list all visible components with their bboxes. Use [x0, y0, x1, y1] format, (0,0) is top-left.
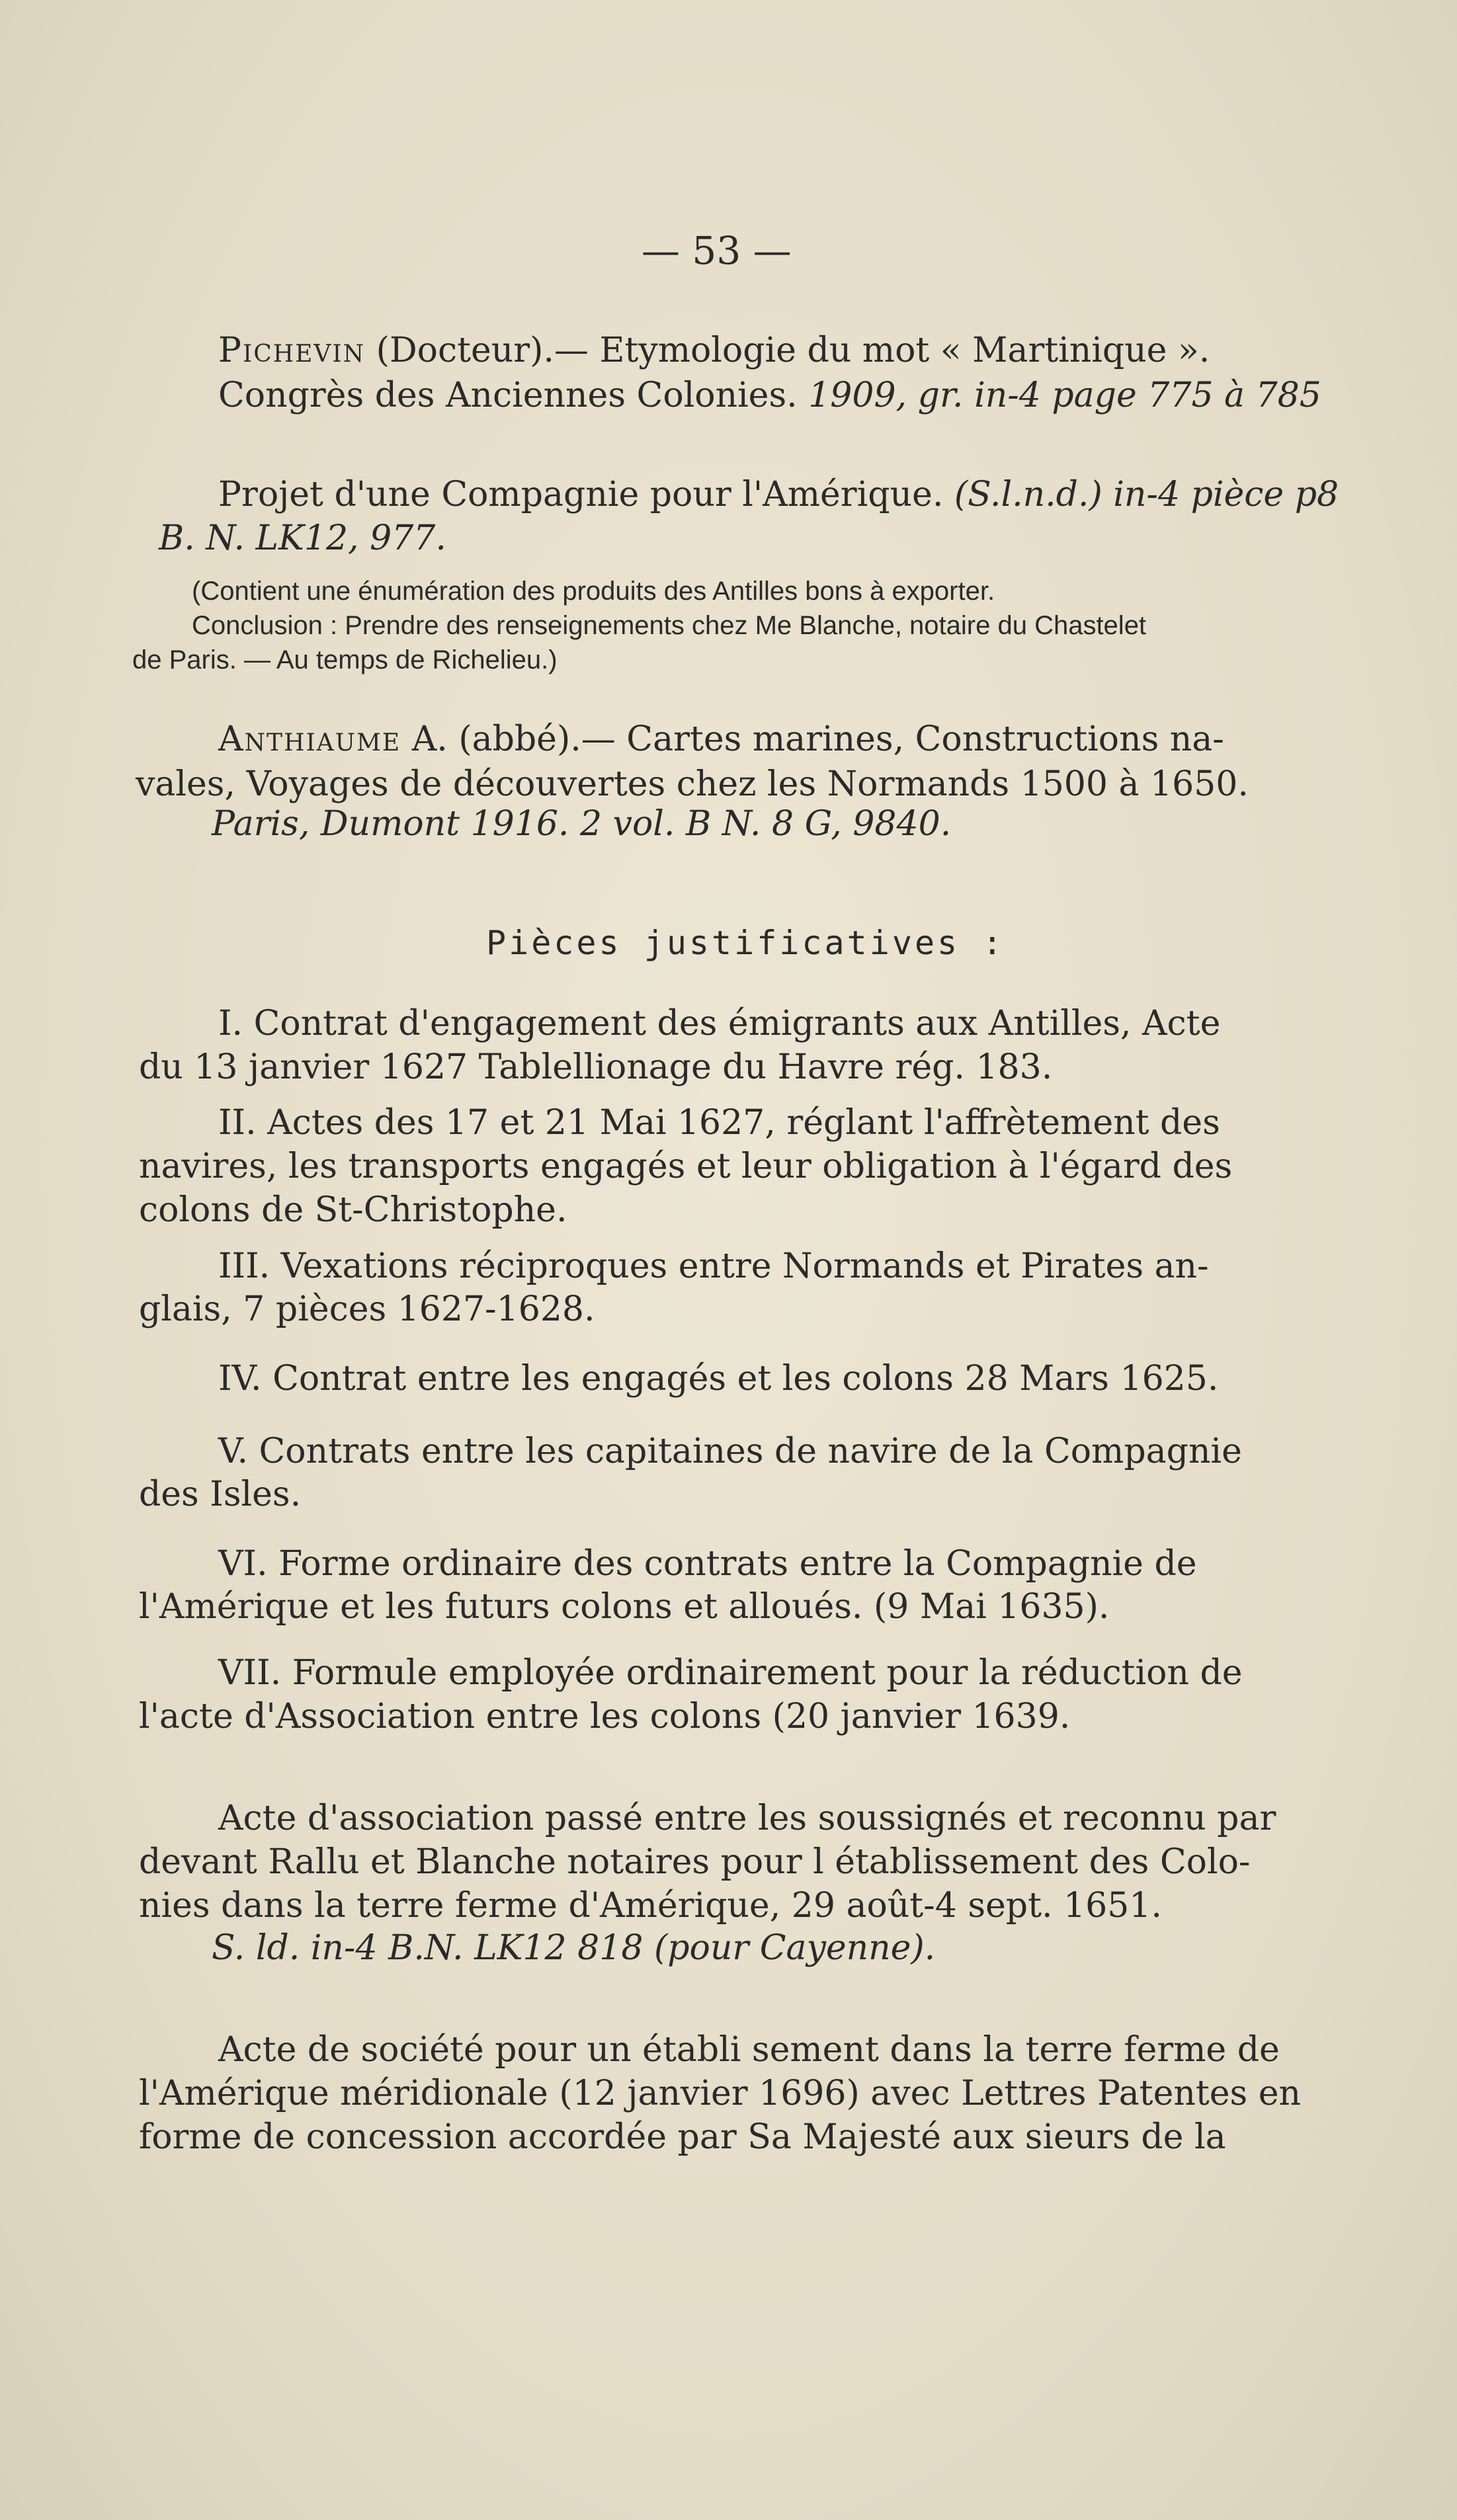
projet-note-line-2: Conclusion : Prendre des renseignements chez Me Blanche, notaire du Chastelet	[192, 611, 1147, 640]
entry-pichevin-line-2	[218, 376, 1321, 415]
projet-note-line-1: (Contient une énumération des produits des Antilles bons à exporter.	[192, 577, 995, 606]
section-heading-pieces: Pièces justificatives :	[486, 924, 1005, 962]
projet-format: (S.l.n.d.) in-4 pièce p8	[954, 475, 1339, 514]
piece-3-line-1: III. Vexations réciproques entre Normands et Pirates an-	[218, 1246, 1209, 1286]
entry-anthiaume-line-1	[218, 719, 1224, 759]
acte-societe-line-3: forme de concession accordée par Sa Majesté aux sieurs de la	[139, 2117, 1226, 2157]
page-number: — 53 —	[642, 228, 792, 273]
author-anthiaume: Anthiaume	[218, 719, 401, 759]
piece-6-line-1: VI. Forme ordinaire des contrats entre la Compagnie de	[218, 1544, 1197, 1584]
author-pichevin: Pichevin	[218, 331, 366, 370]
acte-societe-line-1: Acte de société pour un établi sement dans la terre ferme de	[218, 2030, 1280, 2070]
entry-pichevin-line-1	[218, 331, 1210, 370]
pichevin-citation: 1909, gr. in-4 page 775 à 785	[808, 376, 1321, 415]
piece-5-line-2: des Isles.	[139, 1475, 302, 1514]
piece-3-line-2: glais, 7 pièces 1627-1628.	[139, 1289, 595, 1329]
acte-association-line-3: nies dans la terre ferme d'Amérique, 29 août-4 sept. 1651.	[139, 1886, 1162, 1926]
projet-note-line-3: de Paris. — Au temps de Richelieu.)	[132, 645, 558, 674]
piece-1-line-1: I. Contrat d'engagement des émigrants aux Antilles, Acte	[218, 1004, 1221, 1043]
piece-4-line-1: IV. Contrat entre les engagés et les colons 28 Mars 1625.	[218, 1359, 1219, 1399]
piece-6-line-2: l'Amérique et les futurs colons et alloués. (9 Mai 1635).	[139, 1587, 1110, 1627]
anthiaume-title: A. (abbé).— Cartes marines, Constructions na-	[401, 719, 1224, 759]
pichevin-publisher: Congrès des Anciennes Colonies.	[218, 376, 809, 415]
piece-1-line-2: du 13 janvier 1627 Tablellionage du Havre rég. 183.	[139, 1047, 1053, 1087]
piece-2-line-1: II. Actes des 17 et 21 Mai 1627, réglant l'affrètement des	[218, 1103, 1220, 1143]
projet-title: Projet d'une Compagnie pour l'Amérique.	[218, 475, 954, 514]
piece-7-line-2: l'acte d'Association entre les colons (20 janvier 1639.	[139, 1697, 1071, 1736]
acte-association-line-1: Acte d'association passé entre les soussignés et reconnu par	[218, 1799, 1276, 1838]
piece-2-line-3: colons de St-Christophe.	[139, 1190, 567, 1230]
acte-association-citation: S. ld. in-4 B.N. LK12 818 (pour Cayenne).	[212, 1928, 936, 1968]
entry-projet-line-1	[218, 475, 1339, 514]
pichevin-title: (Docteur).— Etymologie du mot « Martinique ».	[365, 331, 1210, 370]
piece-7-line-1: VII. Formule employée ordinairement pour la réduction de	[218, 1653, 1243, 1693]
entry-anthiaume-line-3: Paris, Dumont 1916. 2 vol. B N. 8 G, 9840.	[212, 804, 952, 844]
entry-anthiaume-line-2: vales, Voyages de découvertes chez les Normands 1500 à 1650.	[136, 764, 1249, 804]
entry-projet-line-2: B. N. LK12, 977.	[159, 518, 446, 558]
acte-societe-line-2: l'Amérique méridionale (12 janvier 1696) avec Lettres Patentes en	[139, 2074, 1301, 2113]
piece-5-line-1: V. Contrats entre les capitaines de navire de la Compagnie	[218, 1432, 1242, 1471]
piece-2-line-2: navires, les transports engagés et leur obligation à l'égard des	[139, 1147, 1233, 1186]
acte-association-line-2: devant Rallu et Blanche notaires pour l établissement des Colo-	[139, 1842, 1251, 1882]
